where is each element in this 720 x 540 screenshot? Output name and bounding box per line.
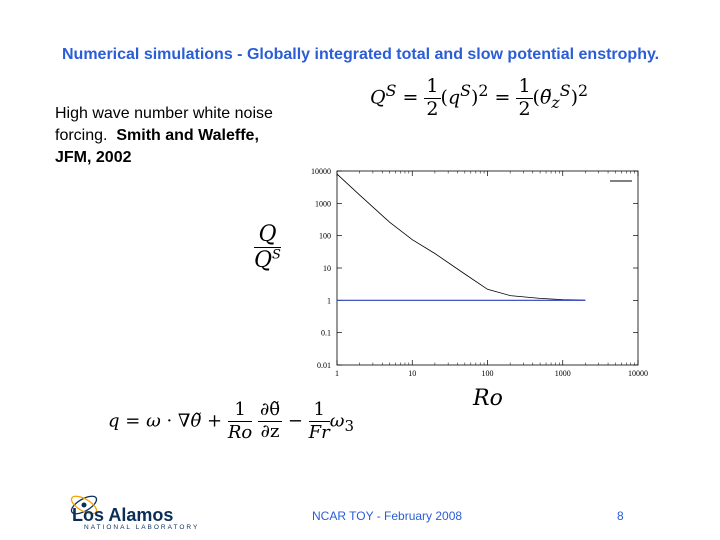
page-number: 8 [617, 509, 624, 523]
eq-top-theta: θ̃ [539, 86, 552, 109]
y-axis-symbol [254, 222, 281, 274]
eq-bot-one-a: 1 [228, 400, 252, 422]
eq-bot-inv-fr [309, 400, 330, 443]
eq-bot-dz: ∂z [260, 420, 280, 442]
x-tick-label: 1000 [554, 369, 571, 378]
y-tick-label: 100 [319, 231, 331, 241]
citation: Smith and Waleffe, JFM, 2002 [55, 127, 259, 166]
y-symbol-den-sup: S [272, 247, 281, 263]
footer-event: NCAR TOY - February 2008 [312, 509, 463, 523]
eq-top-q: q [447, 86, 461, 109]
eq-top-half-1 [424, 76, 440, 121]
eq-bot-grad-theta: ∇θ̃ [177, 410, 202, 432]
eq-top-half-2-num: 1 [518, 75, 531, 97]
chart-axes [337, 171, 638, 365]
eq-top-half-2 [516, 76, 532, 121]
y-tick-label: 0.1 [321, 328, 331, 338]
x-tick-label: 100 [481, 369, 494, 378]
y-symbol-den: Q [254, 248, 273, 274]
x-tick-label: 10000 [628, 369, 648, 378]
eq-top-half-2-den: 2 [518, 97, 531, 120]
slide-title: Numerical simulations - Globally integrated total and slow potential enstrophy. [62, 46, 660, 63]
eq-top-exp-1: 2 [478, 81, 489, 101]
forcing-text: High wave number white noise forcing. [55, 105, 273, 144]
potential-vorticity-equation: q = ω · ∇θ̃ + $\frac{1}{Ro}$ $\frac{\partial\thetã}{\partial z}$ − $\frac{1}{Fr}\omega_3$ [108, 399, 354, 443]
y-symbol-den-wrap [254, 248, 281, 273]
eq-top-q-sup: S [460, 81, 471, 101]
y-tick-label: 10000 [311, 167, 331, 176]
x-axis-symbol: Ro [473, 386, 503, 411]
eq-bot-q: q [108, 410, 120, 432]
eq-top-theta-sub: z [551, 93, 560, 113]
eq-bot-dtheta: ∂θ̃ [259, 399, 281, 421]
y-tick-label: 1 [327, 296, 331, 306]
eq-bot-ro: Ro [227, 421, 253, 443]
eq-bot-omega: ω [146, 410, 161, 432]
x-tick-label: 10 [408, 369, 417, 378]
logo-subtitle: NATIONAL LABORATORY [84, 524, 200, 531]
eq-top-lhs: Q [370, 86, 386, 109]
y-tick-label: 1000 [315, 199, 331, 209]
y-symbol-num: Q [254, 222, 281, 248]
chart-series [337, 174, 585, 300]
eq-bot-fr: Fr [308, 421, 330, 443]
y-tick-label: 0.01 [317, 361, 331, 370]
eq-bot-derivative [258, 400, 282, 442]
x-tick-label: 1 [335, 369, 339, 378]
los-alamos-logo [64, 483, 214, 531]
plot-frame [337, 171, 638, 365]
series-line-1 [337, 174, 585, 300]
chart-tick-labels [311, 167, 648, 378]
logo-wordmark: Los Alamos [72, 505, 174, 525]
eq-bot-omega3: ω [329, 410, 345, 432]
eq-top-half-1-den: 2 [426, 97, 439, 120]
eq-top-lhs-sup: S [385, 81, 397, 101]
enstrophy-ratio-chart [300, 165, 660, 380]
eq-bot-omega3-sub: 3 [344, 416, 354, 435]
eq-top-exp-2: 2 [578, 81, 589, 101]
eq-bot-one-b: 1 [309, 400, 330, 422]
forcing-description [55, 103, 295, 169]
y-tick-label: 10 [323, 264, 331, 273]
eq-bot-inv-ro [228, 400, 252, 443]
slow-enstrophy-equation: $Q^S$ = $\frac{1}{2}$ $(q^S)^2$ = $\frac{1}{2}$ $(\thetã_z^S)^2$ [370, 75, 589, 120]
y-symbol-fraction [254, 222, 281, 274]
eq-top-half-1-num: 1 [426, 75, 439, 97]
eq-top-theta-sup: S [559, 81, 571, 101]
